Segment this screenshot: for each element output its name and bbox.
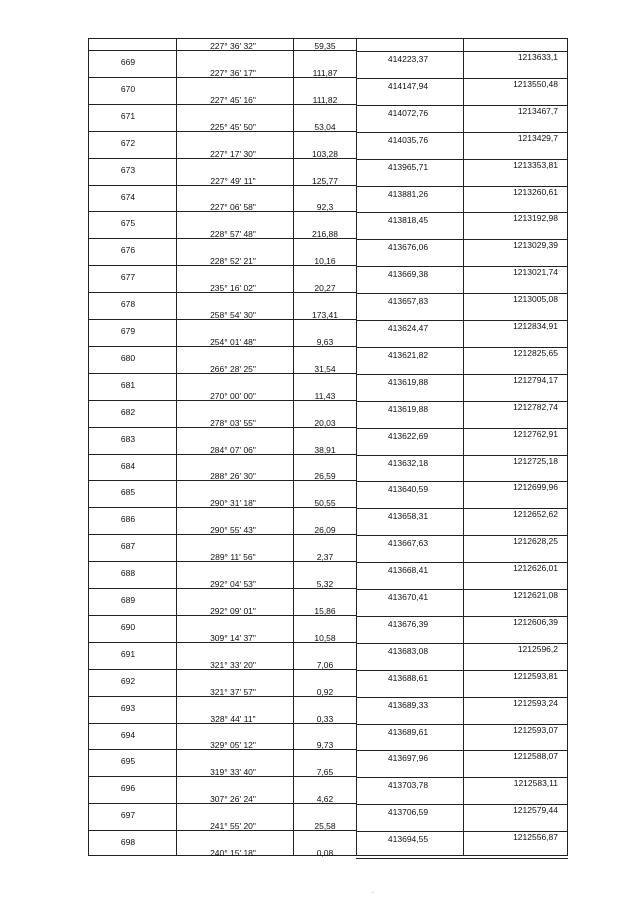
bearing-angle-cell: 292° 04' 53" [210, 579, 256, 589]
table-column-border [293, 38, 294, 856]
point-number-cell: 669 [120, 57, 136, 67]
table-top-border [88, 38, 568, 39]
point-number-cell: 685 [120, 487, 136, 498]
coordinate-y-cell: 1212794,17 [513, 374, 558, 385]
bearing-angle-cell: 329° 05' 12" [210, 740, 256, 751]
bearing-angle-cell: 266° 28' 25" [210, 363, 256, 374]
point-row-border [356, 858, 568, 859]
point-number-cell: 692 [120, 675, 136, 686]
distance-cell: 11,43 [314, 390, 336, 401]
coordinate-y-cell: 1212596,2 [517, 643, 558, 654]
coordinate-x-cell: 413706,59 [387, 807, 429, 818]
bearing-angle-cell: 240° 15' 18" [210, 848, 256, 858]
coordinate-y-cell: 1212593,24 [513, 697, 558, 708]
coordinate-x-cell: 413640,59 [387, 484, 429, 495]
distance-cell: 7,65 [316, 767, 334, 778]
coordinate-y-cell: 1213633,1 [517, 52, 558, 62]
distance-cell: 15,86 [314, 605, 336, 616]
point-number-cell: 684 [120, 460, 136, 471]
bearing-angle-cell: 258° 54' 30" [210, 310, 256, 320]
coordinate-y-cell: 1213260,61 [513, 186, 558, 197]
coordinate-y-cell: 1213429,7 [517, 132, 558, 143]
bearing-angle-cell: 241° 55' 20" [210, 821, 256, 832]
bearing-angle-cell: 321° 33' 20" [210, 659, 256, 670]
coordinate-x-cell: 413622,69 [387, 430, 429, 441]
coordinate-y-cell: 1213467,7 [517, 105, 558, 116]
point-number-cell: 679 [120, 326, 136, 336]
coordinate-x-cell: 413668,41 [387, 565, 429, 576]
stray-dot: . [372, 889, 374, 895]
point-number-cell: 698 [120, 837, 136, 848]
distance-cell: 111,87 [312, 67, 338, 78]
bearing-angle-cell: 290° 31' 18" [210, 498, 256, 509]
bearing-angle-cell: 225° 45' 50" [210, 121, 256, 132]
bearing-angle-cell: 309° 14' 37" [210, 632, 256, 643]
coordinate-x-cell: 413658,31 [387, 511, 429, 522]
distance-cell: 125,77 [312, 175, 338, 186]
coordinate-x-cell: 414223,37 [387, 54, 429, 64]
coordinate-x-cell: 413676,39 [387, 618, 429, 629]
point-number-cell: 682 [120, 406, 136, 417]
coordinate-x-cell: 413818,45 [387, 215, 429, 226]
bearing-angle-cell: 227° 17' 30" [210, 148, 256, 159]
distance-cell: 10,58 [314, 632, 336, 643]
point-number-cell: 696 [120, 783, 136, 794]
distance-cell: 103,28 [312, 148, 338, 159]
coordinate-y-cell: 1212579,44 [513, 805, 558, 816]
point-number-cell: 672 [120, 137, 136, 148]
distance-cell: 4,62 [316, 794, 334, 805]
bearing-angle-cell: 227° 36' 32" [210, 41, 256, 51]
coordinate-x-cell: 413621,82 [387, 349, 429, 360]
coordinate-x-cell: 413657,83 [387, 296, 429, 307]
distance-cell: 173,41 [312, 310, 338, 320]
bearing-angle-cell: 227° 49' 11" [210, 175, 256, 186]
coordinate-y-cell: 1212593,07 [513, 724, 558, 735]
coordinate-y-cell: 1212825,65 [513, 347, 558, 358]
bearing-angle-cell: 227° 06' 58" [210, 202, 256, 213]
coordinate-x-cell: 413703,78 [387, 780, 429, 791]
coordinate-y-cell: 1213550,48 [513, 78, 558, 89]
distance-cell: 38,91 [314, 444, 336, 455]
coordinate-y-cell: 1213192,98 [513, 213, 558, 224]
coordinate-x-cell: 413694,55 [387, 834, 429, 845]
bearing-angle-cell: 288° 26' 30" [210, 471, 256, 482]
coordinate-x-cell: 413676,06 [387, 242, 429, 253]
distance-cell: 7,06 [316, 659, 334, 670]
bearing-angle-cell: 278° 03' 55" [210, 417, 256, 428]
coordinate-y-cell: 1212626,01 [513, 563, 558, 574]
distance-cell: 50,55 [314, 498, 336, 509]
distance-cell: 0,33 [316, 713, 334, 724]
distance-cell: 25,58 [314, 821, 336, 832]
coordinate-x-cell: 413688,61 [387, 672, 429, 683]
point-number-cell: 688 [120, 568, 136, 579]
coordinate-x-cell: 413667,63 [387, 538, 429, 549]
coordinate-x-cell: 413689,33 [387, 699, 429, 710]
distance-cell: 111,82 [312, 94, 338, 105]
coordinate-x-cell: 413683,08 [387, 645, 429, 656]
point-number-cell: 683 [120, 433, 136, 444]
coordinate-x-cell: 414072,76 [387, 107, 429, 118]
coordinate-x-cell: 413965,71 [387, 161, 429, 172]
table-column-border [567, 38, 568, 856]
coordinate-y-cell: 1212628,25 [513, 536, 558, 547]
bearing-angle-cell: 307° 26' 24" [210, 794, 256, 805]
point-number-cell: 675 [120, 218, 136, 229]
coordinate-y-cell: 1213353,81 [513, 159, 558, 170]
bearing-angle-cell: 254° 01' 48" [210, 336, 256, 347]
coordinate-x-cell: 413670,41 [387, 592, 429, 602]
coordinate-x-cell: 413619,88 [387, 376, 429, 387]
distance-cell: 216,88 [312, 229, 338, 240]
distance-cell: 0,08 [316, 848, 334, 858]
point-number-cell: 671 [120, 110, 136, 121]
coordinate-y-cell: 1212606,39 [513, 616, 558, 627]
point-number-cell: 687 [120, 541, 136, 552]
coordinate-y-cell: 1213021,74 [513, 267, 558, 278]
point-number-cell: 686 [120, 514, 136, 525]
bearing-angle-cell: 284° 07' 06" [210, 444, 256, 455]
coordinate-x-cell: 413619,88 [387, 403, 429, 414]
bearing-angle-cell: 321° 37' 57" [210, 686, 256, 697]
coordinate-x-cell: 413689,61 [387, 726, 429, 737]
point-number-cell: 693 [120, 702, 136, 713]
point-number-cell: 681 [120, 379, 136, 390]
bearing-angle-cell: 328° 44' 11" [210, 713, 256, 724]
bearing-angle-cell: 228° 52' 21" [210, 256, 256, 267]
distance-cell: 20,27 [314, 283, 336, 294]
point-number-cell: 695 [120, 756, 136, 767]
distance-cell: 0,92 [316, 686, 334, 697]
table-column-border [88, 38, 89, 856]
coordinate-y-cell: 1212583,11 [513, 778, 558, 789]
point-number-cell: 676 [120, 245, 136, 256]
distance-cell: 20,03 [314, 417, 336, 428]
point-number-cell: 677 [120, 272, 136, 283]
coordinate-x-cell: 413632,18 [387, 457, 429, 468]
point-number-cell: 694 [120, 729, 136, 740]
distance-cell: 59,35 [314, 41, 336, 51]
distance-cell: 2,37 [316, 552, 334, 563]
coordinate-y-cell: 1212782,74 [513, 401, 558, 412]
point-number-cell: 674 [120, 191, 136, 202]
bearing-angle-cell: 227° 36' 17" [210, 67, 256, 78]
coordinate-y-cell: 1212834,91 [513, 321, 558, 331]
coordinate-y-cell: 1212652,62 [513, 509, 558, 520]
coordinate-x-cell: 413697,96 [387, 753, 429, 764]
distance-cell: 10,16 [314, 256, 336, 267]
table-column-border [176, 38, 177, 856]
coordinate-x-cell: 413881,26 [387, 188, 429, 199]
coordinate-y-cell: 1212762,91 [513, 428, 558, 439]
point-number-cell: 697 [120, 810, 136, 821]
coordinate-y-cell: 1213029,39 [513, 240, 558, 251]
bearing-angle-cell: 235° 16' 02" [210, 283, 256, 294]
coordinate-x-cell: 413624,47 [387, 323, 429, 333]
coordinate-y-cell: 1212699,96 [513, 482, 558, 493]
point-number-cell: 678 [120, 299, 136, 310]
point-number-cell: 670 [120, 83, 136, 94]
distance-cell: 9,63 [316, 336, 334, 347]
coordinate-y-cell: 1212556,87 [513, 832, 558, 843]
coordinates-table [88, 38, 568, 856]
point-number-cell: 691 [120, 648, 136, 659]
coordinate-x-cell: 413669,38 [387, 269, 429, 280]
distance-cell: 9,73 [316, 740, 334, 751]
bearing-angle-cell: 270° 00' 00" [210, 390, 256, 401]
bearing-angle-cell: 228° 57' 48" [210, 229, 256, 240]
distance-cell: 53,04 [314, 121, 336, 132]
point-number-cell: 680 [120, 352, 136, 363]
bearing-angle-cell: 290° 55' 43" [210, 525, 256, 536]
distance-cell: 26,59 [314, 471, 336, 482]
bearing-angle-cell: 227° 45' 16" [210, 94, 256, 105]
distance-cell: 31,54 [314, 363, 336, 374]
bearing-angle-cell: 292° 09' 01" [210, 605, 256, 616]
coordinate-y-cell: 1212621,08 [513, 590, 558, 600]
distance-cell: 5,32 [316, 579, 334, 589]
point-number-cell: 673 [120, 164, 136, 175]
distance-cell: 26,09 [314, 525, 336, 536]
distance-cell: 92,3 [316, 202, 334, 213]
point-number-cell: 690 [120, 621, 136, 632]
coordinate-x-cell: 414035,76 [387, 134, 429, 145]
bearing-angle-cell: 289° 11' 56" [210, 552, 256, 563]
coordinate-y-cell: 1212593,81 [513, 670, 558, 681]
coordinate-x-cell: 414147,94 [387, 80, 429, 91]
coordinate-y-cell: 1212588,07 [513, 751, 558, 762]
bearing-angle-cell: 319° 33' 40" [210, 767, 256, 778]
point-number-cell: 689 [120, 595, 136, 605]
coordinate-y-cell: 1212725,18 [513, 455, 558, 466]
coordinate-y-cell: 1213005,08 [513, 294, 558, 305]
